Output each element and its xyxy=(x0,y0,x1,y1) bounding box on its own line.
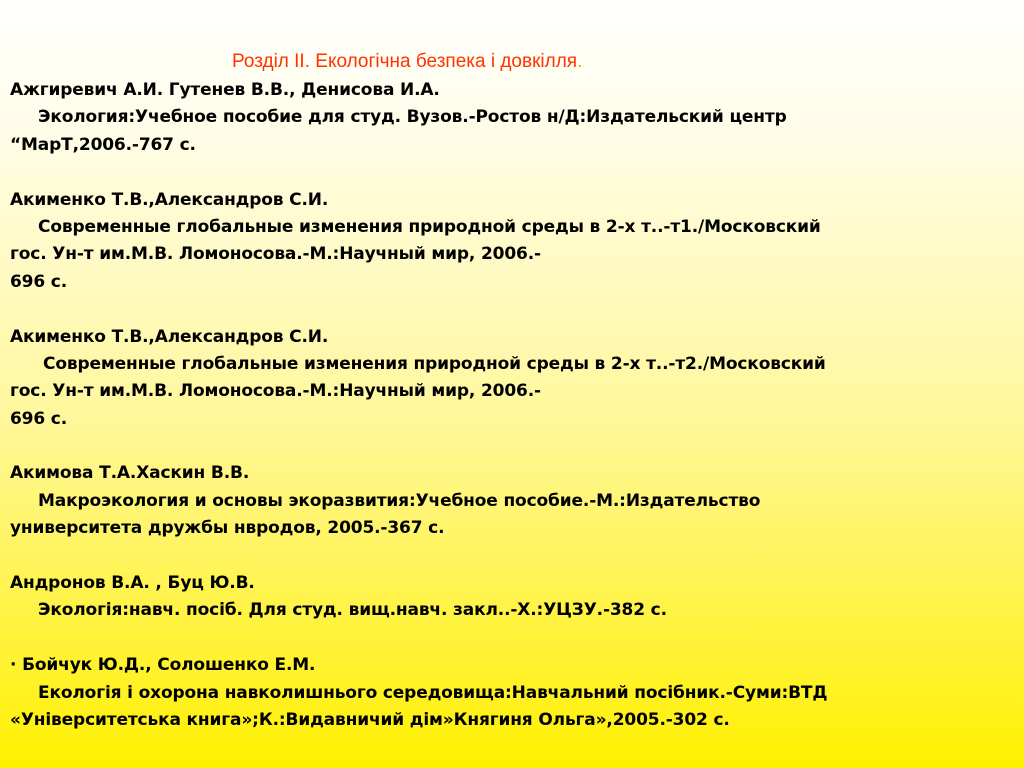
reference-spacer xyxy=(10,543,1018,570)
reference-line: “МарТ,2006.-767 с. xyxy=(10,134,196,155)
reference-spacer xyxy=(10,159,1018,186)
reference-author: Акименко Т.В.,Александров С.И. xyxy=(10,189,329,210)
reference-spacer xyxy=(10,433,1018,460)
reference-spacer xyxy=(10,296,1018,323)
reference-list xyxy=(10,77,1018,734)
reference-line: Современные глобальные изменения природной среды в 2-х т..-т1./Московский xyxy=(38,216,821,237)
reference-author: Акимова Т.А.Хаскин В.В. xyxy=(10,463,250,484)
reference-line: гос. Ун-т им.М.В. Ломоносова.-М.:Научный мир, 2006.- xyxy=(10,381,541,402)
reference-author: Акименко Т.В.,Александров С.И. xyxy=(10,326,329,347)
slide-title xyxy=(232,50,992,74)
slide-title-text: Розділ ІІ. Екологічна безпека і довкілля xyxy=(232,51,578,72)
reference-line: университета дружбы нвродов, 2005.-367 с. xyxy=(10,518,445,539)
reference-author: Андронов В.А. , Буц Ю.В. xyxy=(10,573,255,594)
reference-line: 696 с. xyxy=(10,408,68,429)
reference-line: Экологія:навч. посіб. Для студ. вищ.навч. закл..-Х.:УЦЗУ.-382 с. xyxy=(38,600,667,621)
reference-line: 696 с. xyxy=(10,271,68,292)
slide-title-dot: . xyxy=(577,51,583,72)
reference-line: «Університетська книга»;К.:Видавничий дім»Княгиня Ольга»,2005.-302 с. xyxy=(10,709,730,730)
reference-spacer xyxy=(10,625,1018,652)
reference-line: Екологія і охорона навколишнього середовища:Навчальний посібник.-Суми:ВТД xyxy=(38,682,828,703)
reference-author: · Бойчук Ю.Д., Солошенко Е.М. xyxy=(10,655,316,676)
reference-line: гос. Ун-т им.М.В. Ломоносова.-М.:Научный мир, 2006.- xyxy=(10,244,541,265)
reference-line: Макроэкология и основы экоразвития:Учебное пособие.-М.:Издательство xyxy=(38,490,761,511)
reference-author: Ажгиревич А.И. Гутенев В.В., Денисова И.А. xyxy=(10,80,440,100)
reference-line: Экология:Учебное пособие для студ. Вузов.-Ростов н/Д:Издательский центр xyxy=(38,107,787,128)
reference-line: Современные глобальные изменения природной среды в 2-х т..-т2./Московский xyxy=(43,353,826,374)
